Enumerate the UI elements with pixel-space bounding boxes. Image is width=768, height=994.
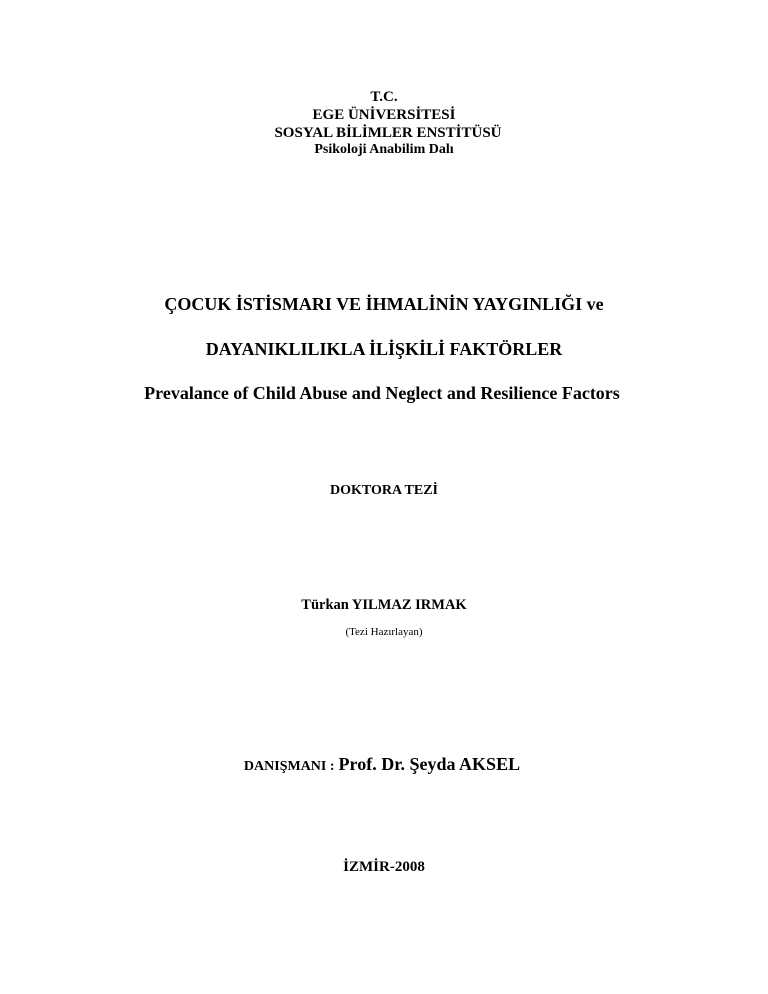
thesis-title-turkish-text: ÇOCUK İSTİSMARI VE İHMALİNİN YAYGINLIĞI xyxy=(164,294,583,314)
department-name: Psikoloji Anabilim Dalı xyxy=(314,142,454,157)
author-name: Türkan YILMAZ IRMAK xyxy=(301,597,467,613)
institute-name: SOSYAL BİLİMLER ENSTİTÜSÜ xyxy=(274,125,502,141)
degree-label: DOKTORA TEZİ xyxy=(329,483,439,498)
country-line: T.C. xyxy=(370,89,398,105)
author-role: (Tezi Hazırlayan) xyxy=(345,626,423,638)
thesis-title-turkish-line1 xyxy=(0,295,768,313)
advisor-line xyxy=(0,755,766,774)
place-year: İZMİR-2008 xyxy=(343,859,425,875)
thesis-title-turkish-suffix: ve xyxy=(586,294,604,314)
advisor-name: Prof. Dr. Şeyda AKSEL xyxy=(338,754,521,774)
thesis-title-english: Prevalance of Child Abuse and Neglect and Resilience Factors xyxy=(144,383,620,403)
university-name: EGE ÜNİVERSİTESİ xyxy=(312,107,456,123)
advisor-label: DANIŞMANI : xyxy=(243,759,335,774)
thesis-title-turkish-line2: DAYANIKLILIKLA İLİŞKİLİ FAKTÖRLER xyxy=(205,339,563,359)
